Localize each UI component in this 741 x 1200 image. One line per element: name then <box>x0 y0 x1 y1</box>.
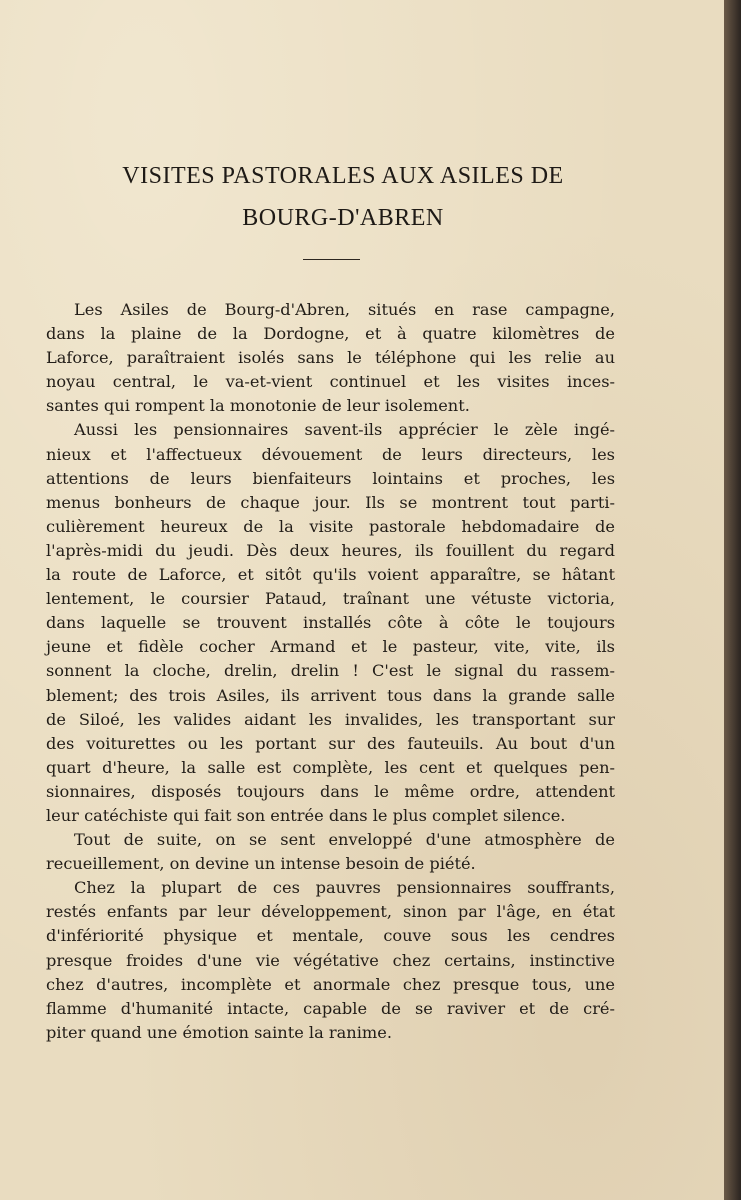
text-line: presque froides d'une vie végétative chez certains, instinctive <box>46 950 615 970</box>
text-line: leur catéchiste qui fait son entrée dans le plus complet silence. <box>46 805 566 825</box>
text-line: lentement, le coursier Pataud, traînant une vétuste victoria, <box>46 589 615 609</box>
text-line: Chez la plupart de ces pauvres pensionnaires souffrants, <box>74 878 615 898</box>
text-line: quart d'heure, la salle est complète, les cent et quelques pen- <box>46 757 615 777</box>
text-line: restés enfants par leur développement, sinon par l'âge, en état <box>46 902 615 922</box>
text-line: chez d'autres, incomplète et anormale chez presque tous, une <box>46 974 615 994</box>
text-line: culièrement heureux de la visite pastorale hebdomadaire de <box>46 516 615 536</box>
text-line: d'infériorité physique et mentale, couve sous les cendres <box>46 926 615 946</box>
chapter-title-line-2: BOURG-D'ABREN <box>242 205 444 231</box>
text-line: flamme d'humanité intacte, capable de se raviver et de cré- <box>46 998 615 1018</box>
text-line: piter quand une émotion sainte la ranime. <box>46 1022 392 1042</box>
text-line: nieux et l'affectueux dévouement de leurs directeurs, les <box>46 444 615 464</box>
text-line: des voiturettes ou les portant sur des fauteuils. Au bout d'un <box>46 733 615 753</box>
text-line: santes qui rompent la monotonie de leur isolement. <box>46 396 470 416</box>
text-line: jeune et fidèle cocher Armand et le pasteur, vite, vite, ils <box>46 637 615 657</box>
text-line: dans laquelle se trouvent installés côte à côte le toujours <box>46 613 615 633</box>
text-line: blement; des trois Asiles, ils arrivent tous dans la grande salle <box>46 685 615 705</box>
text-line: Laforce, paraîtraient isolés sans le téléphone qui les relie au <box>46 348 615 368</box>
text-line: menus bonheurs de chaque jour. Ils se montrent tout parti- <box>46 492 615 512</box>
text-line: l'après-midi du jeudi. Dès deux heures, ils fouillent du regard <box>46 540 615 560</box>
text-line: la route de Laforce, et sitôt qu'ils voient apparaître, se hâtant <box>46 565 615 585</box>
title-divider-rule <box>303 259 360 260</box>
text-line: sonnent la cloche, drelin, drelin ! C'est le signal du rassem- <box>46 661 615 681</box>
text-line: Les Asiles de Bourg-d'Abren, situés en rase campagne, <box>74 300 615 319</box>
text-line: Tout de suite, on se sent enveloppé d'une atmosphère de <box>74 830 615 850</box>
text-line: noyau central, le va-et-vient continuel et les visites inces- <box>46 372 615 392</box>
page-edge-shadow <box>724 0 741 1200</box>
chapter-body-text <box>46 298 615 1045</box>
text-line: sionnaires, disposés toujours dans le même ordre, attendent <box>46 781 615 801</box>
text-line: attentions de leurs bienfaiteurs lointains et proches, les <box>46 468 615 488</box>
text-line: recueillement, on devine un intense besoin de piété. <box>46 854 476 874</box>
text-line: Aussi les pensionnaires savent-ils apprécier le zèle ingé- <box>74 420 615 440</box>
chapter-title-line-1: VISITES PASTORALES AUX ASILES DE <box>122 163 564 189</box>
text-line: de Siloé, les valides aidant les invalides, les transportant sur <box>46 709 615 729</box>
text-line: dans la plaine de la Dordogne, et à quatre kilomètres de <box>46 324 615 344</box>
